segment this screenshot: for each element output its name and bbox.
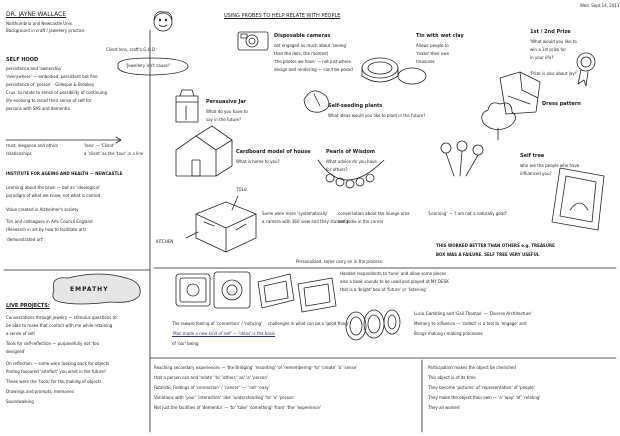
jar-line: say in the future? (206, 117, 242, 122)
camera-icon (238, 32, 268, 50)
bottom-right-line: Participation makes the object be cherished (428, 365, 516, 370)
seed-packet-icon (304, 91, 329, 112)
worked-note: THIS WORKED BETTER THAN OTHERS e.g. TREASURE (436, 243, 555, 248)
right-note-line: Memory to influence — 'collect' is a tool to 'engage' and (414, 321, 527, 326)
selfhood-line: Crux: to relate to sense of possibility of continuing (6, 90, 108, 95)
pearls-line: for others? (326, 167, 348, 172)
personal-note: Personalized, some carry on in the process (296, 259, 382, 264)
observation-line: and Jodie in the corner (338, 219, 384, 224)
quote-text: 'Jewellery isn't cause!' (126, 63, 171, 68)
observation-line: conversation about the lounge area (338, 211, 410, 216)
selfhood-line: persistence of 'person' · Gillespie & Breakey (6, 82, 95, 87)
ethics-line: Handed respondents to 'tune' and allow some pieces (340, 271, 447, 276)
selftree-line: who are the people who have (520, 163, 580, 168)
project-line: finding favoured 'artefact' you want in the future? (6, 369, 106, 374)
project-line: designed' (6, 349, 26, 354)
lens-note: a 'client' as the 'tour' in a line (84, 151, 144, 156)
trust-note: relationships (6, 151, 32, 156)
institute-title: INSTITUTE FOR AGEING AND HEALTH — NEWCASTLE (6, 171, 123, 176)
pointer-line (232, 196, 238, 210)
framed-picture-icon (552, 168, 604, 230)
house-model-icon (176, 126, 232, 176)
bottom-left-line: Fatalistic Findings of 'connection' / 'cancer' '—' 'not' 'easy' (154, 385, 270, 390)
tin-line: treasures (416, 59, 435, 64)
cardboard-box-icon (196, 202, 256, 252)
self-tree-icon (482, 103, 516, 140)
study-line: paradigm of what we know, not what is carried (6, 193, 101, 198)
prize-rosette-icon (577, 53, 595, 86)
pearls-icon (318, 160, 384, 188)
bottom-right-line: They become 'pictures' of 'representation' of 'people' (428, 385, 535, 390)
bottom-left-line: that a person can and 'relate' 'to' 'others' 'as' 'a' 'person' (154, 375, 268, 380)
feeling-line: of 'our' being (172, 341, 199, 346)
study-line: (Research in art by how to facilitate art) (6, 227, 86, 232)
pearls-title: Pearls of Wisdom (326, 149, 376, 155)
study-line: 'demonstrated art' (6, 237, 44, 242)
lens-note: 'lens' — 'Client' (84, 143, 115, 148)
speaker-affiliation: Northumbria and Newcastle Unis. (6, 21, 74, 26)
worked-note: BOX WAS A FAILURE. SELF TREE VERY USEFUL (436, 252, 540, 257)
observation-line: Some were more 'systematically' (262, 211, 329, 216)
ethics-line: also a book sounds to be used and played at MY DESK (340, 279, 449, 284)
bottom-right-line: This object is of its time (428, 375, 476, 380)
tolu-label: TOLU (236, 187, 247, 192)
projects-title: LIVE PROJECTS: (6, 303, 50, 309)
selftree-title: Self tree (520, 153, 545, 159)
jar-line: What do you have to (206, 109, 248, 114)
prize-line: win a 1st prize for (530, 47, 567, 52)
project-line: These were the 'tools' for the making of objects (6, 379, 102, 384)
quote-label: Client lens, craft's G.H.D (106, 47, 155, 52)
study-line: Value created in Alzheimer's society (6, 207, 79, 212)
bottom-left-line: Reaching secondary experiences — 'the Bridging' 'recording' 'of 'remembering' 'to' 'create' 'a' 'sense' (154, 365, 358, 370)
disposable-line: design and rendering — can't be posed (274, 67, 353, 72)
dress-pattern-icon (500, 72, 540, 114)
speaker-face-icon (154, 12, 172, 31)
prize-title: 1st / 2nd Prize (530, 29, 571, 35)
pearls-line: What advice do you have (326, 159, 377, 164)
prize-line: 'Prize is also about joy!' (530, 71, 578, 76)
empathy-label: EMPATHY (70, 286, 109, 293)
bottom-left-line: Not just the facilities of 'dementia' — 'to' 'take' 'something' 'from' 'the' 'experience' (154, 405, 321, 410)
kitchen-label: KITCHEN (156, 239, 174, 244)
tin-title: Tin with wet clay (416, 33, 464, 39)
speaker-background: Background in craft / jewellery practice (6, 28, 85, 33)
project-line: Conversations through jewelry — stimulus questions to (6, 315, 117, 320)
bottom-left-line: Variations with 'your' 'interaction' 'like' 'understanding' 'to' 'a' 'person' (154, 395, 295, 400)
cardboard-sub: What is home to you? (236, 159, 280, 164)
jar-title: Persuasive Jar (206, 99, 247, 105)
persuasive-jar-icon (176, 90, 198, 122)
selfseed-title: Self-seeding plants (328, 103, 383, 109)
selfseed-line: What ideas would you like to plant in the future? (328, 113, 426, 118)
disposable-line: not engaged as much about 'seeing' (274, 43, 348, 48)
cardboard-title: Cardboard model of house (236, 149, 311, 155)
project-line: Drawings and prompts, memories (6, 389, 74, 394)
disposable-line: 'the photos we have' — not just where (274, 59, 351, 64)
project-line: On reflection — some were looking back for objects (6, 361, 110, 366)
flower-icon (441, 141, 483, 176)
selfhood-line: persons with SAS and dementia (6, 106, 70, 111)
observation-line: a camera with 360 view and they started a (262, 219, 349, 224)
tin-line: 'make' their own (416, 51, 450, 56)
speaker-name: DR. JAYNE WALLACE (6, 11, 67, 18)
learning-note: 'Learning' — 'I am not a naturally good' (428, 211, 507, 216)
trust-note: trust, elegance and ethics (6, 143, 59, 148)
tin-line: Allows people to (416, 43, 449, 48)
prize-line: 'What would you like to (530, 39, 577, 44)
right-note-line: Lucia Gambling and 'Gail Thomas' — 'Diverse Architecture' (414, 311, 532, 316)
center-heading: USING PROBES TO HELP RELATE WITH PEOPLE (224, 13, 341, 19)
feeling-line: challenges in what can be a 'good thing' (268, 321, 349, 326)
project-line: be able to make that contact with me while retaining (6, 323, 113, 328)
study-line: Learning about the brain — but an 'ideological' (6, 185, 101, 190)
jewellery-boxes-icon (176, 272, 336, 312)
rings-icon (346, 310, 400, 340)
bottom-right-line: They all worked (428, 405, 460, 410)
project-line: Tools for self-reflection — purposefully not 'too (6, 341, 100, 346)
page-date: Wed. Sept 14, 2011 (580, 3, 620, 8)
feeling-line: The reward feeling of 'connection' / 'noticing' (172, 321, 263, 326)
project-line: a sense of self (6, 331, 35, 336)
disposable-title: Disposable cameras (274, 33, 331, 39)
disposable-line: than the dots, the moment (274, 51, 329, 56)
selfhood-line: 'everywhere' — embodied, persistent but fine (6, 74, 98, 79)
prize-line: in your life?' (530, 55, 555, 60)
selfhood-title: SELF HOOD (6, 57, 39, 63)
project-line: Soundwalking (6, 399, 34, 404)
selftree-line: influenced you? (520, 171, 552, 176)
dress-title: Dress pattern (542, 101, 581, 107)
selfhood-line: persistence and 'ownership' (6, 66, 63, 71)
selfhood-line: life evolving to recall their sense of self for (6, 98, 92, 103)
study-line: Tim and colleagues in Arts Council England (6, 219, 93, 224)
feeling-line: 'Man made a new kind of self' — 'ideas' is the basis (172, 331, 275, 336)
ethics-line: that is a 'bright' box of 'future' or 'listening' (340, 287, 427, 292)
bottom-right-line: They make the object their own — 'a' 'way' 'of' 'relating' (428, 395, 541, 400)
right-note-line: Brings making / making processes (414, 331, 483, 336)
